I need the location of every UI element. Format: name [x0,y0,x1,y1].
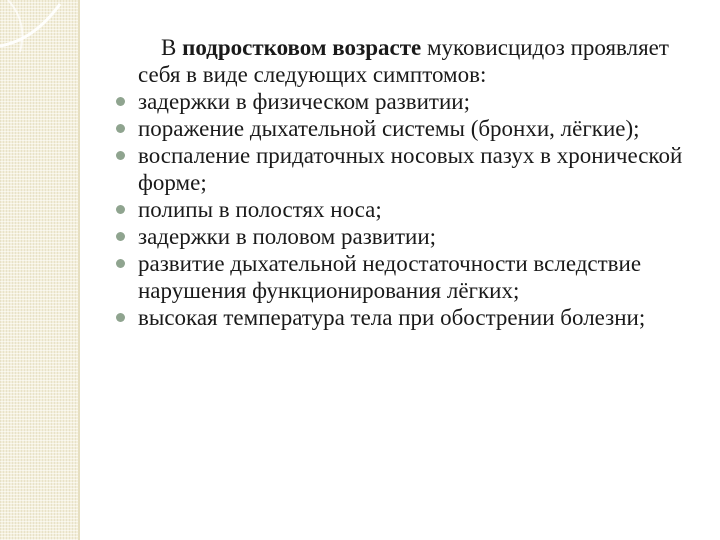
bullet-icon [116,97,125,106]
symptom-item [116,304,696,331]
symptom-text: полипы в полостях носа; [138,197,382,222]
symptom-text: воспаление придаточных носовых пазух в хронической форме; [138,143,683,195]
bullet-icon [116,259,125,268]
symptom-item [116,115,696,142]
intro-suffix: муковисцидоз проявляет себя в виде следующих симптомов: [138,35,669,87]
slide-content [116,34,696,331]
symptom-item [116,88,696,115]
bullet-icon [116,232,125,241]
symptom-item [116,196,696,223]
bullet-icon [116,313,125,322]
symptom-item [116,142,696,196]
intro-paragraph [138,34,696,88]
symptom-text: задержки в физическом развитии; [138,89,470,114]
symptom-text: развитие дыхательной недостаточности вследствие нарушения функционирования лёгких; [138,251,642,303]
side-band-edge [78,0,80,540]
symptom-text: поражение дыхательной системы (бронхи, лёгкие); [138,116,640,141]
intro-prefix: В [161,35,183,60]
corner-arc-decoration [0,0,80,60]
symptom-item [116,250,696,304]
symptom-text: высокая температура тела при обострении болезни; [138,305,646,330]
bullet-icon [116,205,125,214]
intro-bold-phrase: подростковом возрасте [182,35,422,60]
bullet-icon [116,124,125,133]
symptom-item [116,223,696,250]
bullet-icon [116,151,125,160]
symptom-text: задержки в половом развитии; [138,224,437,249]
decorative-side-band [0,0,78,540]
symptom-list [116,88,696,331]
